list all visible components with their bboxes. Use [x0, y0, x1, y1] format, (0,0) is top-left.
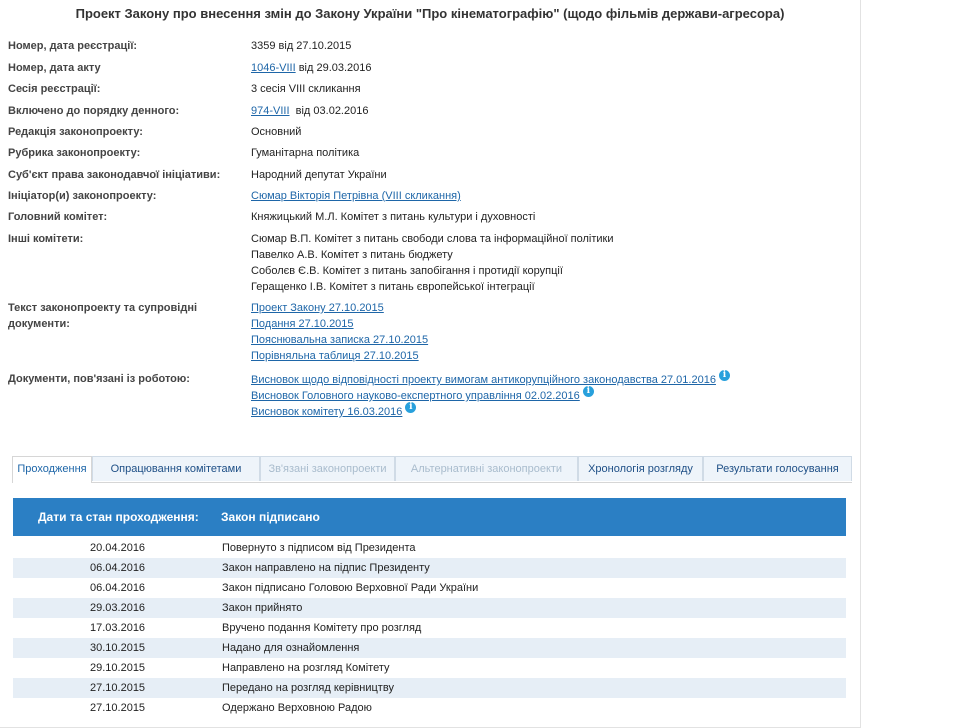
field-label: Текст законопроекту та супровідні документи:: [8, 302, 198, 330]
field-label: Сесія реєстрації:: [8, 83, 101, 95]
page-title: Проект Закону про внесення змін до Закону України "Про кінематографію" (щодо фільмів держави-агресора): [75, 6, 785, 21]
table-row: [13, 618, 846, 638]
info-icon[interactable]: i: [719, 370, 730, 381]
row-text: Надано для ознайомлення: [222, 642, 360, 654]
act-link[interactable]: 1046-VIII: [251, 62, 296, 74]
field-value: [251, 188, 461, 204]
tab-progress[interactable]: Проходження: [12, 456, 92, 483]
row-date: 29.03.2016: [90, 602, 146, 614]
field-label: Редакція законопроекту:: [8, 126, 143, 138]
initiator-link[interactable]: Сюмар Вікторія Петрівна (VIII скликання): [251, 190, 461, 202]
agenda-date: від 03.02.2016: [289, 105, 369, 117]
table-row: [13, 698, 846, 718]
row-text: Направлено на розгляд Комітету: [222, 662, 390, 674]
document-link[interactable]: Порівняльна таблиця 27.10.2015: [251, 350, 419, 362]
field-label: Інші комітети:: [8, 233, 84, 245]
related-document-link[interactable]: Висновок Головного науково-експертного управління 02.02.2016: [251, 390, 580, 402]
related-document-list: [251, 372, 730, 420]
table-row: [13, 658, 846, 678]
row-date: 27.10.2015: [90, 702, 146, 714]
row-date: 06.04.2016: [90, 562, 146, 574]
tab-alternative-bills[interactable]: Альтернативні законопроекти: [395, 456, 578, 481]
row-date: 29.10.2015: [90, 662, 146, 674]
field-value: Княжицький М.Л. Комітет з питань культури і духовності: [251, 211, 536, 223]
tab-related-bills[interactable]: Зв'язані законопроекти: [260, 456, 395, 481]
field-label: Ініціатор(и) законопроекту:: [8, 190, 157, 202]
table-row: [13, 578, 846, 598]
field-label: Головний комітет:: [8, 211, 108, 223]
field-label: Суб'єкт права законодавчої ініціативи:: [8, 169, 221, 181]
field-value: 3359 від 27.10.2015: [251, 40, 352, 52]
row-date: 17.03.2016: [90, 622, 146, 634]
field-value: [251, 103, 368, 119]
field-value: Народний депутат України: [251, 169, 387, 181]
field-value: 3 сесія VIII скликання: [251, 83, 361, 95]
committee-list: [251, 231, 614, 295]
table-row: [13, 598, 846, 618]
row-date: 27.10.2015: [90, 682, 146, 694]
header-dates-label: Дати та стан проходження:: [38, 510, 199, 524]
row-text: Закон підписано Головою Верховної Ради України: [222, 582, 479, 594]
field-label: Номер, дата реєстрації:: [8, 40, 138, 52]
document-link[interactable]: Подання 27.10.2015: [251, 318, 354, 330]
table-row: [13, 558, 846, 578]
related-document-link[interactable]: Висновок щодо відповідності проекту вимогам антикорупційного законодавства 27.01.2016: [251, 374, 716, 386]
row-text: Закон направлено на підпис Президенту: [222, 562, 430, 574]
document-link[interactable]: Пояснювальна записка 27.10.2015: [251, 334, 429, 346]
table-row: [13, 538, 846, 558]
info-icon[interactable]: i: [405, 402, 416, 413]
field-value: Гуманітарна політика: [251, 147, 360, 159]
field-label: Номер, дата акту: [8, 62, 101, 74]
status-table-header: [13, 498, 846, 536]
document-list: [251, 300, 428, 364]
field-label: Рубрика законопроекту:: [8, 147, 141, 159]
tab-voting-results[interactable]: Результати голосування: [703, 456, 852, 481]
committee-item: Павелко А.В. Комітет з питань бюджету: [251, 249, 453, 261]
row-text: Вручено подання Комітету про розгляд: [222, 622, 422, 634]
row-date: 06.04.2016: [90, 582, 146, 594]
row-text: Передано на розгляд керівництву: [222, 682, 394, 694]
field-label: Включено до порядку денного:: [8, 105, 180, 117]
related-document-link[interactable]: Висновок комітету 16.03.2016: [251, 406, 403, 418]
tab-bar: [12, 456, 852, 483]
agenda-link[interactable]: 974-VIII: [251, 105, 290, 117]
row-text: Повернуто з підписом від Президента: [222, 542, 416, 554]
committee-item: Соболєв Є.В. Комітет з питань запобігання і протидії корупції: [251, 265, 563, 277]
tab-chronology[interactable]: Хронологія розгляду: [578, 456, 703, 481]
committee-item: Сюмар В.П. Комітет з питань свободи слова та інформаційної політики: [251, 233, 614, 245]
row-text: Закон прийнято: [222, 602, 303, 614]
row-date: 30.10.2015: [90, 642, 146, 654]
committee-item: Геращенко І.В. Комітет з питань європейської інтеграції: [251, 281, 535, 293]
field-label: Документи, пов'язані із роботою:: [8, 373, 190, 385]
header-status-label: Закон підписано: [221, 510, 320, 524]
row-date: 20.04.2016: [90, 542, 146, 554]
tab-committee-processing[interactable]: Опрацювання комітетами: [92, 456, 260, 481]
row-text: Одержано Верховною Радою: [222, 702, 372, 714]
document-link[interactable]: Проект Закону 27.10.2015: [251, 302, 384, 314]
info-icon[interactable]: i: [583, 386, 594, 397]
table-row: [13, 678, 846, 698]
field-value: [251, 60, 372, 76]
field-value: Основний: [251, 126, 302, 138]
act-date: від 29.03.2016: [295, 62, 372, 74]
table-row: [13, 638, 846, 658]
